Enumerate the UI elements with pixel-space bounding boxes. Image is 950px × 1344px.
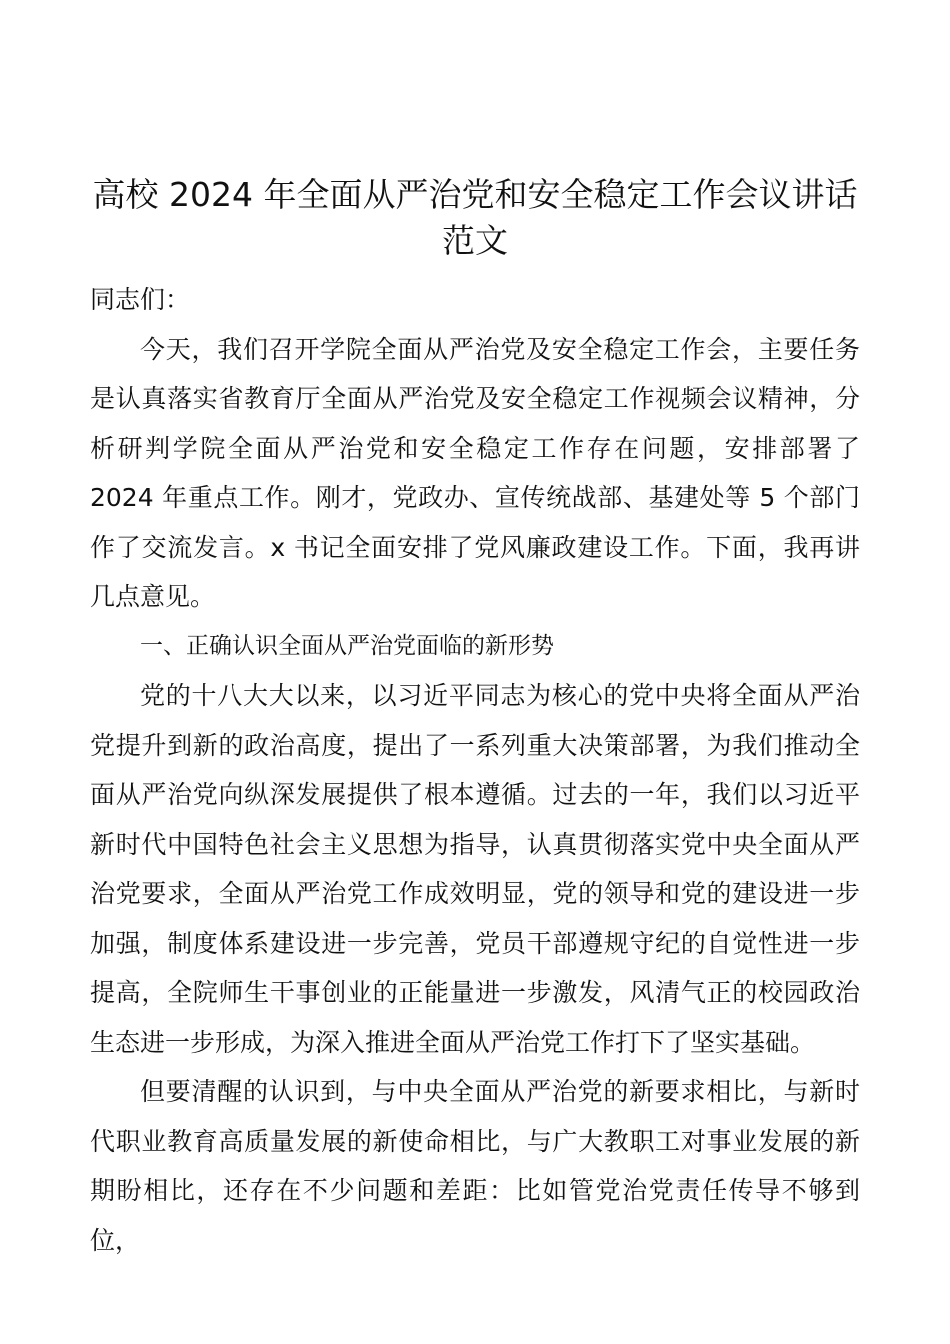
section-heading: 一、正确认识全面从严治党面临的新形势 [140,632,554,659]
salutation: 同志们： [90,285,191,314]
document-title: 高校 2024 年全面从严治党和安全稳定工作会议讲话范文 [92,175,858,260]
paragraph-review: 党的十八大大以来，以习近平同志为核心的党中央将全面从严治党提升到新的政治高度，提出了一系列重大决策部署，为我们推动全面从严治党向纵深发展提供了根本遵循。过去的一年，我们以习近平新时代中国特色社会主义思想为指导，认真贯彻落实党中央全面从严治党要求，全面从严治党工作成效明显，党的领导和党的建设进一步加强，制度体系建设进一步完善，党员干部遵规守纪的自觉性进一步提高，全院师生干事创业的正能量进一步激发，风清气正的校园政治生态进一步形成，为深入推进全面从严治党工作打下了坚实基础。 [90,681,860,1057]
document-body [90,275,860,1265]
paragraph-intro: 今天，我们召开学院全面从严治党及安全稳定工作会，主要任务是认真落实省教育厅全面从严治党及安全稳定工作视频会议精神，分析研判学院全面从严治党和安全稳定工作存在问题，安排部署了 2024 年重点工作。刚才，党政办、宣传统战部、基建处等 5 个部门作了交流发言。x 书记全面安排了党风廉政建设工作。下面，我再讲几点意见。 [90,334,860,611]
paragraph-problems: 但要清醒的认识到，与中央全面从严治党的新要求相比，与新时代职业教育高质量发展的新使命相比，与广大教职工对事业发展的新期盼相比，还存在不少问题和差距：比如管党治党责任传导不够到位， [90,1077,860,1255]
